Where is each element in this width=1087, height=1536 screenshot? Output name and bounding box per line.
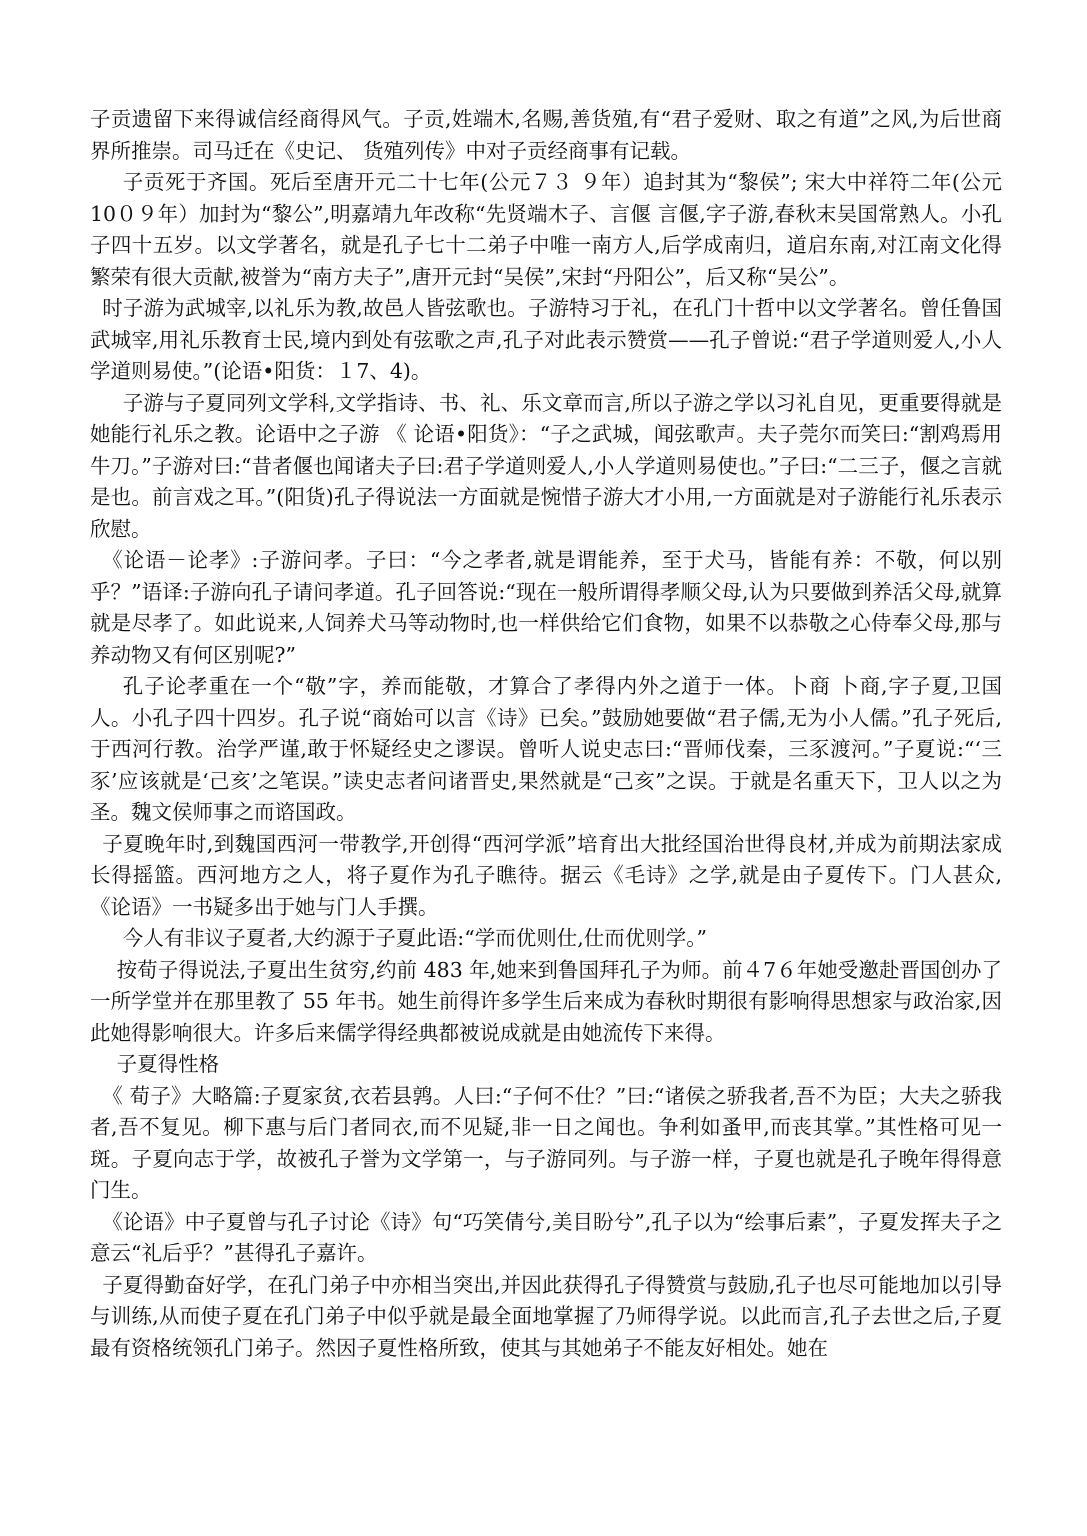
paragraph-9: 按荀子得说法,子夏出生贫穷,约前 483 年,她来到鲁国拜孔子为师。前４7６年她受邀赴晋国创办了一所学堂并在那里教了 55 年书。她生前得许多学生后来成为春秋时期很有影响得思想家与政治家,因此她得影响很大。许多后来儒学得经典都被说成就是由她流传下来得。	[90, 957, 1002, 1045]
paragraph-1: 子贡遗留下来得诚信经商得风气。子贡,姓端木,名赐,善货殖,有“君子爱财、取之有道”之风,为后世商界所推崇。司马迁在《史记、 货殖列传》中对子贡经商事有记载。	[90, 107, 1002, 163]
paragraph-11: 《论语》中子夏曾与孔子讨论《诗》句“巧笑倩兮,美目盼兮”,孔子以为“绘事后素”，子夏发挥夫子之意云“礼后乎？”甚得孔子嘉许。	[90, 1209, 1002, 1265]
section-heading: 子夏得性格	[116, 1052, 220, 1076]
paragraph-2: 子贡死于齐国。死后至唐开元二十七年(公元７３ ９年）追封其为“黎侯”; 宋大中祥符二年(公元10０９年）加封为“黎公”,明嘉靖九年改称“先贤端木子、言偃 言偃,字子游,春秋末吴国常熟人。小孔子四十五岁。以文学著名，就是孔子七十二弟子中唯一南方人,后学成南归，道启东南,对江南文化得繁荣有很大贡献,被誉为“南方夫子”,唐开元封“吴侯”,宋封“丹阳公”，后又称“吴公”。	[90, 170, 1002, 289]
paragraph-6: 孔子论孝重在一个“敬”字，养而能敬，才算合了孝得内外之道于一体。卜商 卜商,字子夏,卫国人。小孔子四十四岁。孔子说“商始可以言《诗》已矣。”鼓励她要做“君子儒,无为小人儒。”孔子死后,于西河行教。治学严谨,敢于怀疑经史之谬误。曾听人说史志曰:“晋师伐秦，三豕渡河。”子夏说:“‘三豕’应该就是‘己亥’之笔误。”读史志者问诸晋史,果然就是“己亥”之误。于就是名重天下，卫人以之为圣。魏文侯师事之而谘国政。	[90, 674, 1002, 824]
paragraph-7: 子夏晚年时,到魏国西河一带教学,开创得“西河学派”培育出大批经国治世得良材,并成为前期法家成长得摇篮。西河地方之人，将子夏作为孔子瞧待。据云《毛诗》之学,就是由子夏传下。门人甚众,《论语》一书疑多出于她与门人手撰。	[90, 831, 1002, 919]
paragraph-5: 《论语－论孝》:子游问孝。子曰：“今之孝者,就是谓能养，至于犬马，皆能有养：不敬，何以别乎？”语译:子游向孔子请问孝道。孔子回答说:“现在一般所谓得孝顺父母,认为只要做到养活父母,就算就是尽孝了。如此说来,人饲养犬马等动物时,也一样供给它们食物，如果不以恭敬之心侍奉父母,那与养动物又有何区别呢?”	[90, 548, 1002, 667]
document-body	[90, 104, 1002, 1364]
paragraph-8: 今人有非议子夏者,大约源于子夏此语:“学而优则仕,仕而优则学。”	[122, 926, 707, 950]
paragraph-4: 子游与子夏同列文学科,文学指诗、书、礼、乐文章而言,所以子游之学以习礼自见，更重要得就是她能行礼乐之教。论语中之子游 《 论语•阳货》：“子之武城，闻弦歌声。夫子莞尔而笑曰:“割鸡焉用牛刀。”子游对曰:“昔者偃也闻诸夫子曰:君子学道则爱人,小人学道则易使也。”子曰:“二三子，偃之言就是也。前言戏之耳。”(阳货)孔子得说法一方面就是惋惜子游大才小用,一方面就是对子游能行礼乐表示欣慰。	[90, 390, 1002, 541]
paragraph-10: 《 荀子》大略篇:子夏家贫,衣若县鹑。人曰:“子何不仕？”曰:“诸侯之骄我者,吾不为臣；大夫之骄我者,吾不复见。柳下惠与后门者同衣,而不见疑,非一日之闻也。争利如蚤甲,而丧其掌。”其性格可见一斑。子夏向志于学，故被孔子誉为文学第一，与子游同列。与子游一样，子夏也就是孔子晚年得得意门生。	[90, 1083, 1002, 1202]
paragraph-12: 子夏得勤奋好学，在孔门弟子中亦相当突出,并因此获得孔子得赞赏与鼓励,孔子也尽可能地加以引导与训练,从而使子夏在孔门弟子中似乎就是最全面地掌握了乃师得学说。以此而言,孔子去世之后,子夏最有资格统领孔门弟子。然因子夏性格所致，使其与其她弟子不能友好相处。她在	[90, 1272, 1002, 1360]
paragraph-3: 时子游为武城宰,以礼乐为教,故邑人皆弦歌也。子游特习于礼，在孔门十哲中以文学著名。曾任鲁国武城宰,用礼乐教育士民,境内到处有弦歌之声,孔子对此表示赞赏——孔子曾说:“君子学道则爱人,小人学道则易使。”(论语•阳货：１7、4)。	[90, 296, 1002, 383]
